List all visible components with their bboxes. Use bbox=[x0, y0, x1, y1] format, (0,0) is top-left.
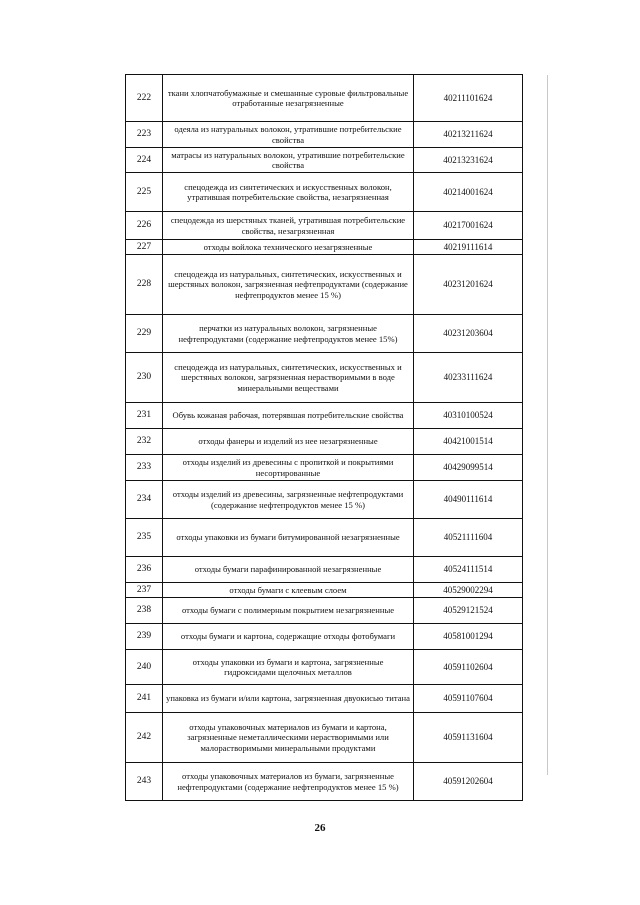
waste-description: отходы упаковки из бумаги и картона, загрязненные гидроксидами щелочных металлов bbox=[163, 650, 414, 685]
waste-description: отходы упаковочных материалов из бумаги и картона, загрязненные неметаллическими нерастворимыми или малорастворимыми минеральными продуктами bbox=[163, 713, 414, 763]
row-number: 226 bbox=[126, 212, 163, 240]
table-body bbox=[126, 75, 523, 801]
table-row bbox=[126, 255, 523, 315]
waste-code: 40429099514 bbox=[414, 455, 523, 481]
row-number: 230 bbox=[126, 353, 163, 403]
waste-description: отходы бумаги с клеевым слоем bbox=[163, 583, 414, 598]
waste-classification-table bbox=[125, 74, 523, 801]
table-row bbox=[126, 212, 523, 240]
table-row bbox=[126, 713, 523, 763]
row-number: 240 bbox=[126, 650, 163, 685]
page-number: 26 bbox=[314, 822, 326, 834]
waste-description: отходы бумаги и картона, содержащие отходы фотобумаги bbox=[163, 624, 414, 650]
waste-description: Обувь кожаная рабочая, потерявшая потребительские свойства bbox=[163, 403, 414, 429]
table-row bbox=[126, 240, 523, 255]
table-row bbox=[126, 315, 523, 353]
row-number: 233 bbox=[126, 455, 163, 481]
table-row bbox=[126, 403, 523, 429]
waste-code: 40219111614 bbox=[414, 240, 523, 255]
table-row bbox=[126, 173, 523, 212]
waste-code: 40529002294 bbox=[414, 583, 523, 598]
waste-description: спецодежда из натуральных, синтетических, искусственных и шерстяных волокон, загрязненная нерастворимыми в воде минеральными веществами bbox=[163, 353, 414, 403]
waste-code: 40231203604 bbox=[414, 315, 523, 353]
waste-code: 40213211624 bbox=[414, 122, 523, 148]
row-number: 237 bbox=[126, 583, 163, 598]
waste-code: 40213231624 bbox=[414, 148, 523, 173]
row-number: 238 bbox=[126, 598, 163, 624]
row-number: 224 bbox=[126, 148, 163, 173]
row-number: 222 bbox=[126, 75, 163, 122]
waste-code: 40591107604 bbox=[414, 685, 523, 713]
table-row bbox=[126, 481, 523, 519]
row-number: 242 bbox=[126, 713, 163, 763]
waste-description: отходы фанеры и изделий из нее незагрязненные bbox=[163, 429, 414, 455]
waste-description: отходы войлока технического незагрязненные bbox=[163, 240, 414, 255]
table-row bbox=[126, 429, 523, 455]
row-number: 243 bbox=[126, 763, 163, 801]
row-number: 231 bbox=[126, 403, 163, 429]
row-number: 228 bbox=[126, 255, 163, 315]
table-row bbox=[126, 583, 523, 598]
table-row bbox=[126, 519, 523, 557]
waste-code: 40591202604 bbox=[414, 763, 523, 801]
waste-code: 40211101624 bbox=[414, 75, 523, 122]
table-row bbox=[126, 148, 523, 173]
waste-code: 40581001294 bbox=[414, 624, 523, 650]
waste-code: 40231201624 bbox=[414, 255, 523, 315]
waste-description: отходы упаковки из бумаги битумированной незагрязненные bbox=[163, 519, 414, 557]
waste-description: отходы бумаги парафинированной незагрязненные bbox=[163, 557, 414, 583]
table-row bbox=[126, 650, 523, 685]
waste-code: 40214001624 bbox=[414, 173, 523, 212]
waste-description: матрасы из натуральных волокон, утратившие потребительские свойства bbox=[163, 148, 414, 173]
waste-code: 40421001514 bbox=[414, 429, 523, 455]
waste-description: спецодежда из натуральных, синтетических, искусственных и шерстяных волокон, загрязненная нефтепродуктами (содержание нефтепродуктов менее 15 %) bbox=[163, 255, 414, 315]
row-number: 225 bbox=[126, 173, 163, 212]
waste-code: 40524111514 bbox=[414, 557, 523, 583]
row-number: 229 bbox=[126, 315, 163, 353]
row-number: 234 bbox=[126, 481, 163, 519]
table-row bbox=[126, 598, 523, 624]
row-number: 227 bbox=[126, 240, 163, 255]
waste-description: отходы упаковочных материалов из бумаги, загрязненные нефтепродуктами (содержание нефтепродуктов менее 15 %) bbox=[163, 763, 414, 801]
waste-code: 40233111624 bbox=[414, 353, 523, 403]
waste-code: 40490111614 bbox=[414, 481, 523, 519]
waste-description: перчатки из натуральных волокон, загрязненные нефтепродуктами (содержание нефтепродуктов менее 15%) bbox=[163, 315, 414, 353]
waste-description: одеяла из натуральных волокон, утратившие потребительские свойства bbox=[163, 122, 414, 148]
row-number: 232 bbox=[126, 429, 163, 455]
table-row bbox=[126, 763, 523, 801]
waste-code: 40310100524 bbox=[414, 403, 523, 429]
waste-code: 40217001624 bbox=[414, 212, 523, 240]
waste-code: 40591102604 bbox=[414, 650, 523, 685]
table-row bbox=[126, 557, 523, 583]
waste-description: ткани хлопчатобумажные и смешанные суровые фильтровальные отработанные незагрязненные bbox=[163, 75, 414, 122]
waste-description: отходы изделий из древесины с пропиткой и покрытиями несортированные bbox=[163, 455, 414, 481]
row-number: 239 bbox=[126, 624, 163, 650]
row-number: 223 bbox=[126, 122, 163, 148]
table-row bbox=[126, 685, 523, 713]
table-row bbox=[126, 353, 523, 403]
waste-description: отходы бумаги с полимерным покрытием незагрязненные bbox=[163, 598, 414, 624]
waste-description: спецодежда из шерстяных тканей, утратившая потребительские свойства, незагрязненная bbox=[163, 212, 414, 240]
margin-line bbox=[547, 75, 548, 775]
waste-description: спецодежда из синтетических и искусственных волокон, утратившая потребительские свойства, незагрязненная bbox=[163, 173, 414, 212]
waste-code: 40591131604 bbox=[414, 713, 523, 763]
row-number: 235 bbox=[126, 519, 163, 557]
table-row bbox=[126, 122, 523, 148]
table-row bbox=[126, 75, 523, 122]
row-number: 236 bbox=[126, 557, 163, 583]
waste-code: 40529121524 bbox=[414, 598, 523, 624]
row-number: 241 bbox=[126, 685, 163, 713]
waste-code: 40521111604 bbox=[414, 519, 523, 557]
waste-description: упаковка из бумаги и/или картона, загрязненная двуокисью титана bbox=[163, 685, 414, 713]
table-row bbox=[126, 624, 523, 650]
table-row bbox=[126, 455, 523, 481]
waste-description: отходы изделий из древесины, загрязненные нефтепродуктами (содержание нефтепродуктов менее 15 %) bbox=[163, 481, 414, 519]
